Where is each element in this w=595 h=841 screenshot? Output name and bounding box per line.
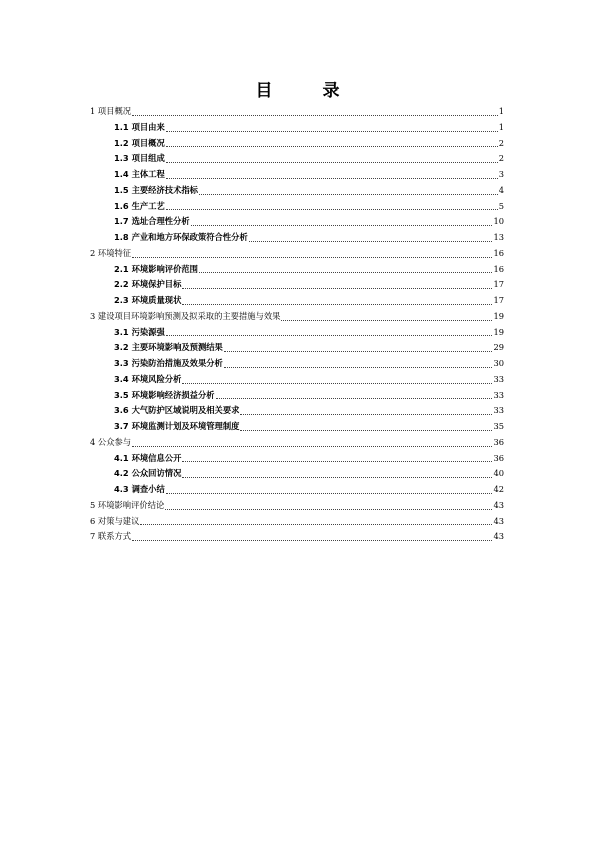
toc-entry-title: 4.1 环境信息公开: [114, 452, 182, 463]
toc-dot-leader: [182, 288, 492, 289]
toc-dot-leader: [132, 115, 498, 116]
toc-section-entry[interactable]: [90, 403, 504, 419]
toc-chapter-entry[interactable]: [90, 435, 504, 451]
toc-entry-title: 1.8 产业和地方环保政策符合性分析: [114, 232, 248, 242]
toc-section-entry[interactable]: [90, 466, 504, 482]
toc-page-number: 33: [493, 405, 504, 416]
toc-page-number: 19: [493, 310, 504, 321]
toc-entry-title: 1 项目概况: [90, 106, 132, 116]
toc-dot-leader: [132, 446, 492, 447]
toc-entry-title: 3.3 污染防治措施及效果分析: [114, 358, 223, 368]
toc-section-entry[interactable]: [90, 136, 504, 152]
toc-entry-title: 1.1 项目由来: [114, 121, 165, 132]
toc-dot-leader: [140, 524, 492, 525]
toc-page-number: 36: [493, 436, 504, 447]
toc-dot-leader: [166, 209, 498, 210]
toc-chapter-entry[interactable]: [90, 514, 504, 530]
toc-section-entry[interactable]: [90, 451, 504, 467]
toc-page-number: 35: [493, 421, 504, 431]
toc-chapter-entry[interactable]: [90, 529, 504, 545]
toc-dot-leader: [132, 257, 492, 258]
toc-section-entry[interactable]: [90, 340, 504, 356]
toc-section-entry[interactable]: [90, 356, 504, 372]
toc-page-number: 10: [493, 216, 504, 227]
toc-page-number: 2: [498, 153, 504, 164]
toc-dot-leader: [199, 272, 492, 273]
toc-page-number: 17: [493, 295, 504, 305]
toc-dot-leader: [240, 430, 492, 431]
toc-chapter-entry[interactable]: [90, 104, 504, 120]
toc-section-entry[interactable]: [90, 262, 504, 278]
toc-page-number: 17: [493, 279, 504, 290]
toc-dot-leader: [166, 131, 498, 132]
toc-section-entry[interactable]: [90, 230, 504, 246]
toc-page-number: 43: [493, 515, 504, 526]
toc-section-entry[interactable]: [90, 482, 504, 498]
toc-page-number: 43: [493, 499, 504, 510]
toc-chapter-entry[interactable]: [90, 246, 504, 262]
toc-page-number: 2: [498, 137, 504, 148]
toc-section-entry[interactable]: [90, 120, 504, 136]
toc-dot-leader: [281, 320, 492, 321]
toc-page-number: 3: [498, 169, 504, 179]
toc-page-number: 33: [493, 373, 504, 384]
toc-dot-leader: [166, 493, 493, 494]
toc-entry-title: 4.2 公众回访情况: [114, 468, 182, 479]
toc-page-number: 29: [493, 342, 504, 353]
toc-dot-leader: [240, 414, 492, 415]
toc-page-number: 43: [493, 531, 504, 542]
toc-entry-title: 3.1 污染源强: [114, 326, 165, 337]
toc-entry-title: 2.2 环境保护目标: [114, 279, 182, 290]
toc-entry-title: 1.7 选址合理性分析: [114, 216, 190, 227]
toc-section-entry[interactable]: [90, 419, 504, 435]
toc-dot-leader: [191, 225, 493, 226]
toc-entry-title: 1.4 主体工程: [114, 169, 165, 179]
toc-dot-leader: [216, 398, 493, 399]
toc-page-number: 16: [493, 247, 504, 258]
toc-entry-title: 6 对策与建议: [90, 515, 140, 526]
toc-dot-leader: [166, 162, 498, 163]
toc-section-entry[interactable]: [90, 388, 504, 404]
toc-entry-title: 3.2 主要环境影响及预测结果: [114, 342, 223, 353]
toc-page-number: 36: [493, 452, 504, 463]
toc-page-number: 16: [493, 263, 504, 274]
toc-dot-leader: [165, 509, 492, 510]
toc-section-entry[interactable]: [90, 167, 504, 183]
toc-section-entry[interactable]: [90, 325, 504, 341]
toc-dot-leader: [166, 178, 498, 179]
toc-section-entry[interactable]: [90, 214, 504, 230]
toc-page-number: 33: [493, 389, 504, 400]
toc-page-number: 40: [493, 468, 504, 479]
toc-dot-leader: [182, 461, 492, 462]
toc-entry-title: 3.5 环境影响经济损益分析: [114, 389, 215, 400]
toc-dot-leader: [166, 335, 493, 336]
toc-page-number: 1: [498, 121, 504, 132]
toc-page-number: 1: [498, 106, 504, 116]
toc-entry-title: 2 环境特征: [90, 247, 132, 258]
toc-dot-leader: [182, 304, 492, 305]
toc-entry-title: 3.7 环境监测计划及环境管理制度: [114, 421, 240, 431]
toc-dot-leader: [224, 351, 493, 352]
toc-dot-leader: [182, 477, 492, 478]
toc-entry-title: 4 公众参与: [90, 436, 132, 447]
toc-dot-leader: [166, 146, 498, 147]
toc-page-number: 4: [498, 184, 504, 195]
toc-chapter-entry[interactable]: [90, 498, 504, 514]
toc-entry-title: 4.3 调查小结: [114, 484, 165, 494]
toc-entry-title: 3 建设项目环境影响预测及拟采取的主要措施与效果: [90, 310, 281, 321]
toc-page-number: 5: [498, 200, 504, 211]
toc-page-number: 19: [493, 326, 504, 337]
toc-section-entry[interactable]: [90, 151, 504, 167]
toc-page-number: 42: [493, 484, 504, 494]
toc-entry-title: 5 环境影响评价结论: [90, 499, 165, 510]
toc-page-number: 30: [493, 358, 504, 368]
toc-dot-leader: [249, 241, 493, 242]
toc-dot-leader: [199, 194, 498, 195]
toc-section-entry[interactable]: [90, 199, 504, 215]
toc-list: [90, 104, 504, 545]
toc-entry-title: 1.3 项目组成: [114, 153, 165, 164]
toc-chapter-entry[interactable]: [90, 309, 504, 325]
toc-page-number: 13: [493, 232, 504, 242]
toc-section-entry[interactable]: [90, 293, 504, 309]
toc-dot-leader: [182, 383, 492, 384]
toc-entry-title: 3.4 环境风险分析: [114, 373, 182, 384]
toc-entry-title: 1.2 项目概况: [114, 137, 165, 148]
toc-entry-title: 7 联系方式: [90, 531, 132, 542]
toc-title: 目 录: [255, 81, 362, 101]
toc-entry-title: 1.6 生产工艺: [114, 200, 165, 211]
toc-dot-leader: [132, 540, 492, 541]
toc-section-entry[interactable]: [90, 277, 504, 293]
toc-dot-leader: [224, 367, 493, 368]
toc-entry-title: 3.6 大气防护区域说明及相关要求: [114, 405, 240, 416]
toc-section-entry[interactable]: [90, 183, 504, 199]
toc-entry-title: 2.3 环境质量现状: [114, 295, 182, 305]
toc-section-entry[interactable]: [90, 372, 504, 388]
toc-entry-title: 2.1 环境影响评价范围: [114, 263, 198, 274]
toc-entry-title: 1.5 主要经济技术指标: [114, 184, 198, 195]
